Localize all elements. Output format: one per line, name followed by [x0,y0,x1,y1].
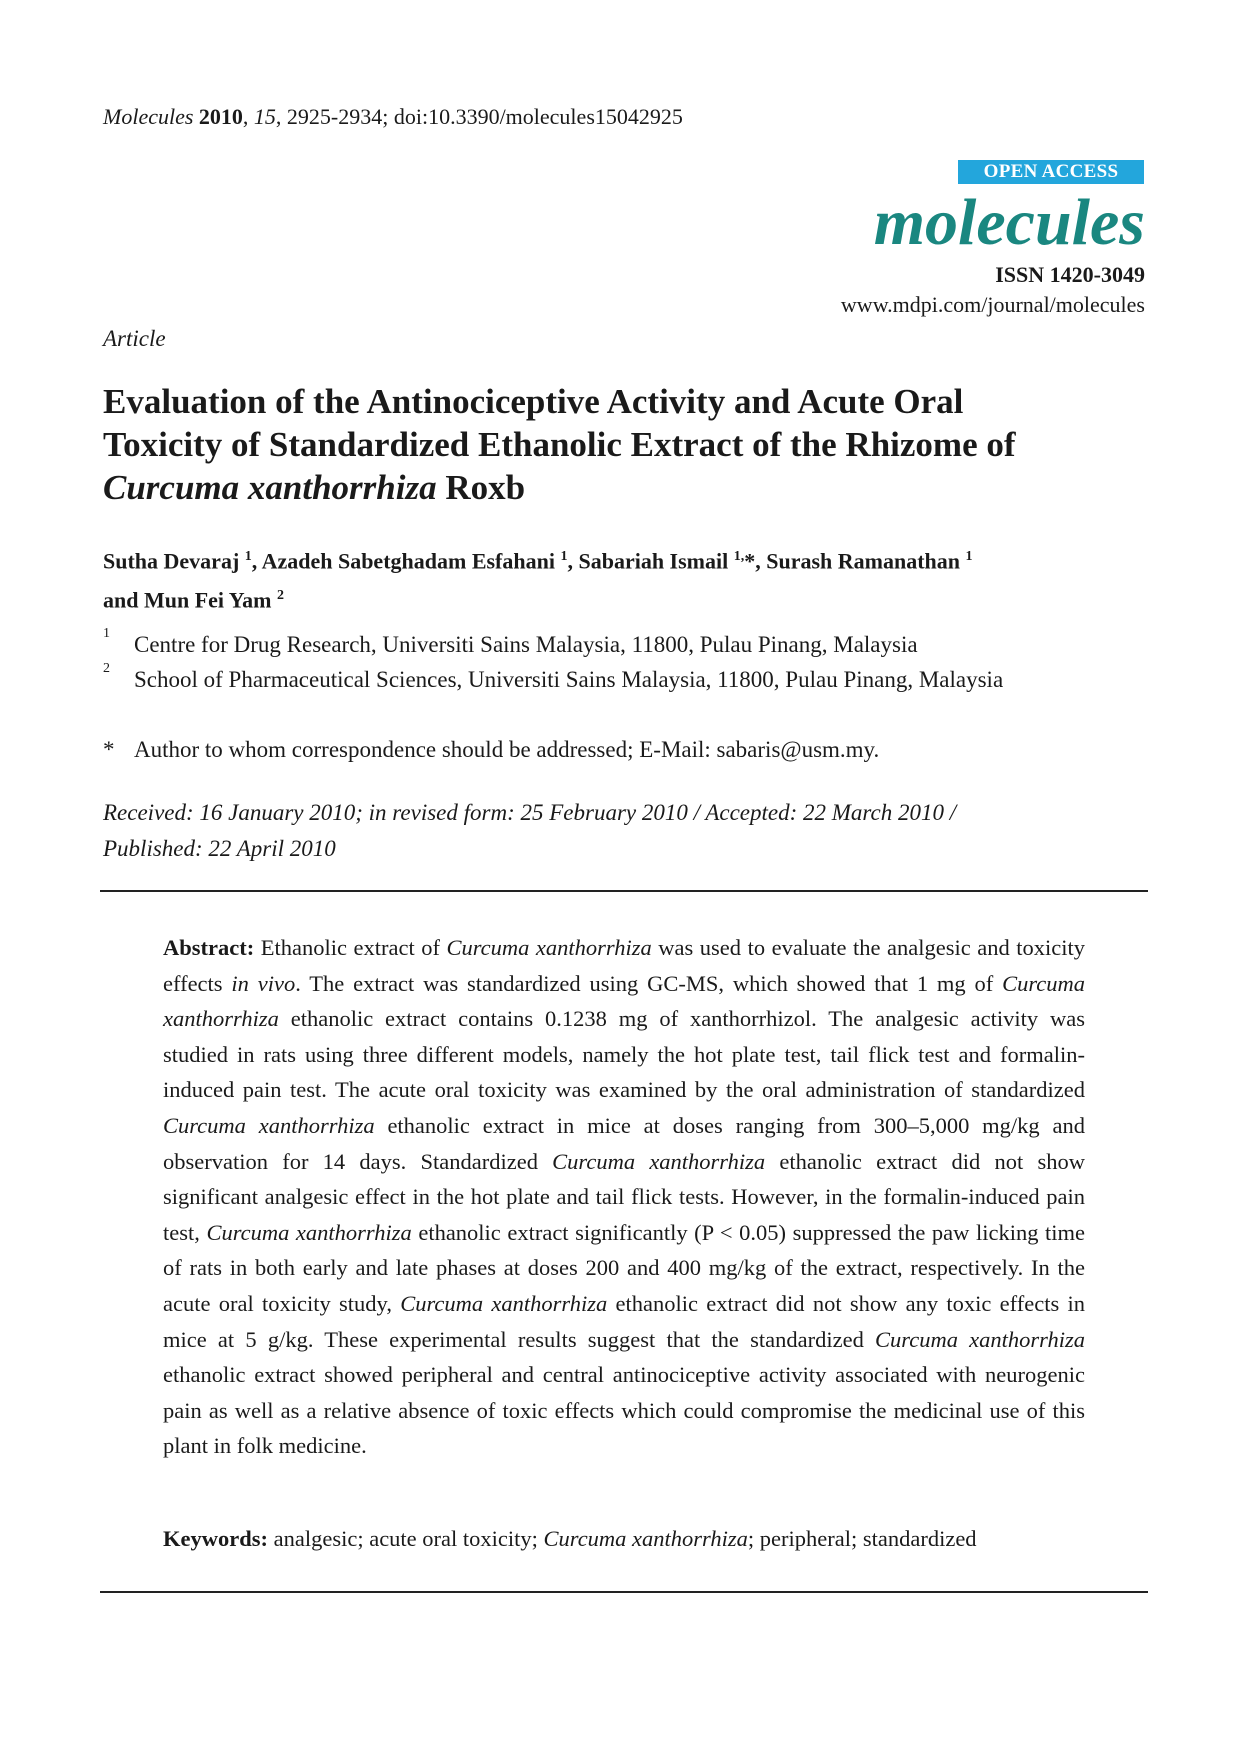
keywords-species: Curcuma xanthorrhiza [543,1526,748,1551]
abstract-bottom-rule [100,1591,1148,1593]
abstract-text: was used to evaluate the analgesic and toxicity effects [163,935,1086,996]
author-name: Sabariah Ismail [578,548,729,574]
citation-journal: Molecules [103,104,194,129]
keywords-after: ; peripheral; standardized [747,1526,977,1551]
abstract-top-rule [100,890,1148,892]
dates-line-1: Received: 16 January 2010; in revised form: 25 February 2010 / Accepted: 22 March 2010 / [103,800,957,825]
title-line-2: Toxicity of Standardized Ethanolic Extract of the Rhizome of [103,425,1016,464]
keywords-before: analgesic; acute oral toxicity; [268,1526,544,1551]
title-line-1: Evaluation of the Antinociceptive Activity and Acute Oral [103,382,964,421]
author-affiliation-mark: 1 [244,549,252,564]
citation-year: 2010 [198,104,243,129]
abstract-italic-term: Curcuma xanthorrhiza [206,1219,412,1245]
author-name: Azadeh Sabetghadam Esfahani [261,548,555,574]
abstract-text: ethanolic extract did not show significant analgesic effect in the hot plate and tail flick tests. However, in the formalin-induced pain test, [163,1148,1085,1245]
abstract-text: ethanolic extract significantly (P < 0.05) suppressed the paw licking time of rats in both early and late phases at doses 200 and 400 mg/kg of the extract, respectively. In the acute oral toxicity study, [163,1219,1086,1316]
journal-logo: molecules [873,186,1145,259]
author-affiliation-mark: 2 [276,588,284,604]
abstract-italic-term: Curcuma xanthorrhiza [163,1112,375,1138]
journal-url[interactable]: www.mdpi.com/journal/molecules [840,292,1145,317]
abstract [163,930,1085,1464]
abstract-text: Ethanolic extract of [254,935,447,960]
affiliation-number: 1 [103,626,110,641]
abstract-italic-term: Curcuma xanthorrhiza [400,1290,608,1316]
paper-title [103,380,1123,509]
affiliation-number: 2 [103,661,110,676]
abstract-label: Abstract: [163,935,255,960]
publication-dates [103,795,1103,867]
abstract-text: ethanolic extract in mice at doses ranging from 300–5,000 mg/kg and observation for 14 days. Standardized [163,1112,1086,1174]
abstract-body [163,935,1085,1458]
abstract-italic-term: Curcuma xanthorrhiza [163,970,1085,1032]
abstract-text: ethanolic extract showed peripheral and central antinociceptive activity associated with neurogenic pain as well as a relative absence of toxic effects which could compromise the medicinal use of this plant in folk medicine. [163,1362,1085,1459]
citation-pages-doi: , 2925-2934; doi:10.3390/molecules15042925 [275,104,683,129]
correspondence-star: * [103,737,115,762]
abstract-text: ethanolic extract contains 0.1238 mg of xanthorrhizol. The analgesic activity was studied in rats using three different models, namely the hot plate test, tail flick test and formalin-induced pain test. The acute oral toxicity was examined by the oral administration of standardized [163,1006,1085,1103]
issn: ISSN 1420-3049 [995,262,1145,287]
keywords-label: Keywords: [163,1526,268,1551]
keywords [163,1526,1123,1552]
author-name: and Mun Fei Yam [103,587,272,613]
author-affiliation-mark: 1 [560,549,568,564]
affiliation-text: School of Pharmaceutical Sciences, Universiti Sains Malaysia, 11800, Pulau Pinang, Malaysia [134,667,1004,692]
abstract-text: ethanolic extract did not show any toxic effects in mice at 5 g/kg. These experimental results suggest that the standardized [163,1290,1086,1352]
citation-line: Molecules 2010, 15, 2925-2934; doi:10.3390/molecules15042925 [103,104,683,129]
author-name: Sutha Devaraj [103,548,240,574]
open-access-badge: OPEN ACCESS [958,160,1144,184]
abstract-italic-term: Curcuma xanthorrhiza [875,1326,1086,1352]
dates-line-2: Published: 22 April 2010 [103,836,336,861]
abstract-italic-term: Curcuma xanthorrhiza [446,935,652,960]
title-species: Curcuma xanthorrhiza [103,468,437,507]
author-name: Surash Ramanathan [766,548,961,574]
affiliation-text: Centre for Drug Research, Universiti Sains Malaysia, 11800, Pulau Pinang, Malaysia [134,632,918,657]
author-affiliation-mark: 1, [733,549,745,564]
abstract-italic-term: Curcuma xanthorrhiza [552,1148,766,1174]
title-authority: Roxb [436,468,526,507]
author-list: Sutha Devaraj $^1$, Azadeh Sabetghadam Esfahani $^1$, Sabariah Ismail $^{1,}$*, Surash Ramanathan $^1$ and Mun Fei Yam $^2$ [103,548,973,613]
abstract-text: . The extract was standardized using GC-MS, which showed that 1 mg of [295,970,1003,996]
author-affiliation-mark: 1 [965,549,973,564]
correspondence-text: Author to whom correspondence should be addressed; E-Mail: sabaris@usm.my. [134,737,880,762]
article-type: Article [103,326,166,351]
citation-volume: 15 [253,104,276,129]
abstract-italic-term: in vivo [231,970,296,996]
corresponding-author-mark: * [744,548,756,574]
